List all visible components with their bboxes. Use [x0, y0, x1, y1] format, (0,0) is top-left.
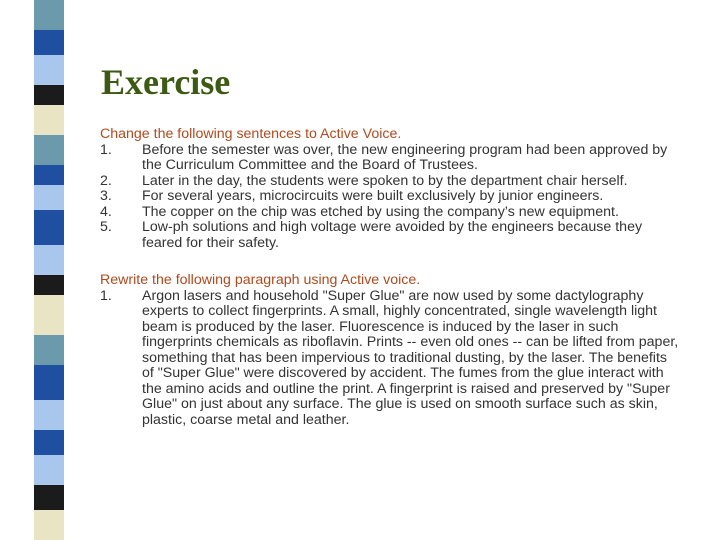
stripe-segment	[34, 510, 64, 540]
list-item-text: Later in the day, the students were spoken to by the department chair herself.	[142, 172, 628, 189]
list-item	[100, 205, 680, 221]
stripe-segment	[34, 135, 64, 165]
stripe-segment	[34, 165, 64, 185]
list-item-number: 3.	[100, 188, 112, 204]
list-item-number: 1.	[100, 287, 112, 304]
stripe-segment	[34, 295, 64, 335]
list-item-number: 4.	[100, 203, 112, 220]
stripe-segment	[34, 335, 64, 365]
stripe-segment	[34, 55, 64, 85]
stripe-segment	[34, 485, 64, 510]
decorative-stripe	[34, 0, 64, 540]
list-item-number: 2.	[100, 172, 112, 189]
stripe-segment	[34, 210, 64, 245]
stripe-segment	[34, 365, 64, 400]
list-item-text: The copper on the chip was etched by using the company’s new equipment.	[142, 203, 619, 220]
section-2-list	[100, 289, 680, 429]
list-item	[100, 189, 680, 205]
list-item-number: 1.	[100, 141, 112, 158]
list-item	[100, 143, 680, 174]
section-1-intro: Change the following sentences to Active Voice.	[100, 126, 402, 142]
section-2-intro: Rewrite the following paragraph using Active voice.	[100, 272, 421, 288]
slide-body	[100, 127, 680, 428]
section-spacer	[100, 251, 680, 273]
section-1-list	[100, 143, 680, 252]
stripe-segment	[34, 455, 64, 485]
stripe-segment	[34, 85, 64, 105]
stripe-segment	[34, 400, 64, 430]
stripe-segment	[34, 0, 64, 30]
list-item-text: Low-ph solutions and high voltage were avoided by the engineers because they feared for their safety.	[142, 219, 643, 251]
stripe-segment	[34, 245, 64, 275]
stripe-segment	[34, 430, 64, 455]
list-item	[100, 289, 680, 429]
stripe-segment	[34, 105, 64, 135]
list-item	[100, 174, 680, 190]
list-item-text: Argon lasers and household "Super Glue" are now used by some dactylography experts to collect fingerprints. A small, highly concentrated, single wavelength light beam is produced by the laser. Fluorescence is induced by the laser in such fingerprints chemicals as riboflavin. Prints -- even old ones -- can be lifted from paper, something that has been impervious to traditional dusting, by the laser. The benefits of "Super Glue" were discovered by accident. The fumes from the glue interact with the amino acids and outline the print. A fingerprint is raised and preserved by "Super Glue" on just about any surface. The glue is used on smooth surface such as skin, plastic, coarse metal and leather.	[142, 287, 679, 428]
stripe-segment	[34, 275, 64, 295]
stripe-segment	[34, 30, 64, 55]
list-item-text: Before the semester was over, the new engineering program had been approved by the Curriculum Committee and the Board of Trustees.	[142, 141, 668, 173]
list-item-number: 5.	[100, 219, 112, 235]
list-item-text: For several years, microcircuits were built exclusively by junior engineers.	[142, 188, 604, 204]
stripe-segment	[34, 185, 64, 210]
slide-title: Exercise	[101, 62, 231, 102]
list-item	[100, 220, 680, 251]
